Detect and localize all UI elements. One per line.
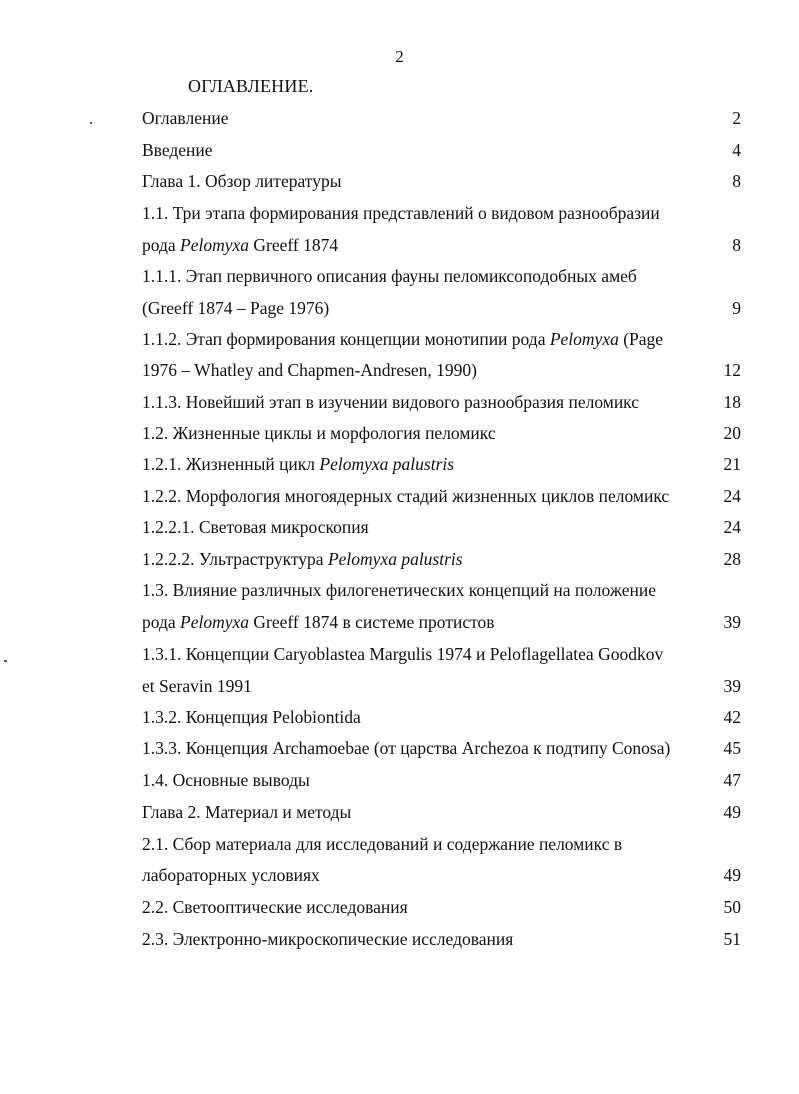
toc-entry-text: 1.4. Основные выводы [142,770,310,790]
page-number: 2 [395,47,404,66]
toc-entry [142,927,741,951]
toc-entry [142,800,741,824]
toc-entry [142,610,741,634]
toc-entry-text: 1.2.2.2. Ультраструктура Pelomyxa palustris [142,549,463,569]
toc-entry [142,358,741,382]
toc-entry [142,390,741,414]
toc-page-number: 47 [723,770,741,790]
toc-entry [142,863,741,887]
toc-page-number: 24 [723,486,741,506]
toc-entry [142,296,741,320]
toc-entry-text: лабораторных условиях [142,865,320,885]
toc-entry [142,642,741,666]
toc-entry [142,201,741,225]
toc-entry-text: рода Pelomyxa Greeff 1874 [142,235,339,255]
toc-page-number: 9 [732,298,741,318]
toc-page-number: 24 [723,517,741,537]
toc-entry-text: (Greeff 1874 – Page 1976) [142,298,330,318]
toc-page-number: 39 [723,612,741,632]
toc-page-number: 4 [732,140,741,160]
toc-page-number: 8 [732,171,741,191]
toc-entry [142,578,741,602]
toc-entry-text: 2.2. Светооптические исследования [142,897,408,917]
toc-entry-text: 1.3.3. Концепция Archamoebae (от царства Archezoa к подтипу Conosa) [142,738,671,758]
toc-entry [142,452,741,476]
toc-entry-text: 1.2.2. Морфология многоядерных стадий жизненных циклов пеломикс [142,486,670,506]
toc-entry-text: 1.1.3. Новейший этап в изучении видового разнообразия пеломикс [142,392,640,412]
toc-page-number: 49 [723,802,741,822]
toc-entry [142,169,741,193]
toc-entry-text: 2.1. Сбор материала для исследований и содержание пеломикс в [142,834,623,854]
toc-entry-text: 1.1.1. Этап первичного описания фауны пеломиксоподобных амеб [142,266,637,286]
toc-entry-text: 1.1. Три этапа формирования представлений о видовом разнообразии [142,203,660,223]
toc-entry [142,547,741,571]
toc-page-number: 49 [723,865,741,885]
toc-entry-text: 1.2.1. Жизненный цикл Pelomyxa palustris [142,454,455,474]
toc-entry [142,768,741,792]
toc-page-number: 18 [723,392,741,412]
toc-entry-text: 1.3.2. Концепция Pelobiontida [142,707,361,727]
toc-entry-text: Введение [142,140,213,160]
toc-entry-text: 1.3. Влияние различных филогенетических концепций на положение [142,580,656,600]
toc-entry [142,484,741,508]
toc-page-number: 28 [723,549,741,569]
toc-entry-text: Глава 2. Материал и методы [142,802,352,822]
toc-entry [142,327,741,351]
toc-page-number: 42 [723,707,741,727]
toc-entry [142,736,741,760]
toc-page-number: 39 [723,676,741,696]
toc-entry-text: 2.3. Электронно-микроскопические исследования [142,929,514,949]
toc-page-number: 2 [732,108,741,128]
toc-page-number: 12 [723,360,741,380]
toc-entry [142,674,741,698]
toc-entry-text: Оглавление [142,108,229,128]
toc-entry-text: 1.1.2. Этап формирования концепции монотипии рода Pelomyxa (Page [142,329,664,349]
toc-page-number: 21 [723,454,741,474]
toc-entry-text: 1.3.1. Концепции Caryoblastea Margulis 1974 и Peloflagellatea Goodkov [142,644,664,664]
toc-entry-text: 1.2.2.1. Световая микроскопия [142,517,369,537]
toc-entry-text: рода Pelomyxa Greeff 1874 в системе протистов [142,612,495,632]
scan-speck [90,122,92,124]
toc-page-number: 50 [723,897,741,917]
toc-entry [142,421,741,445]
scan-speck [4,660,7,662]
toc-page-number: 51 [723,929,741,949]
toc-entry [142,264,741,288]
toc-entry-text: et Seravin 1991 [142,676,252,696]
toc-page-number: 20 [723,423,741,443]
toc-page-number: 8 [732,235,741,255]
toc-entry [142,832,741,856]
toc-entry [142,106,741,130]
toc-entry [142,515,741,539]
toc-entry [142,233,741,257]
toc-title: ОГЛАВЛЕНИЕ. [188,76,314,96]
toc-entry-text: 1976 – Whatley and Chapmen-Andresen, 1990) [142,360,478,380]
toc-entry-text: Глава 1. Обзор литературы [142,171,342,191]
toc-entry [142,895,741,919]
toc-entry-text: 1.2. Жизненные циклы и морфология пеломикс [142,423,496,443]
toc-page-number: 45 [723,738,741,758]
toc-entry [142,138,741,162]
toc-entry [142,705,741,729]
